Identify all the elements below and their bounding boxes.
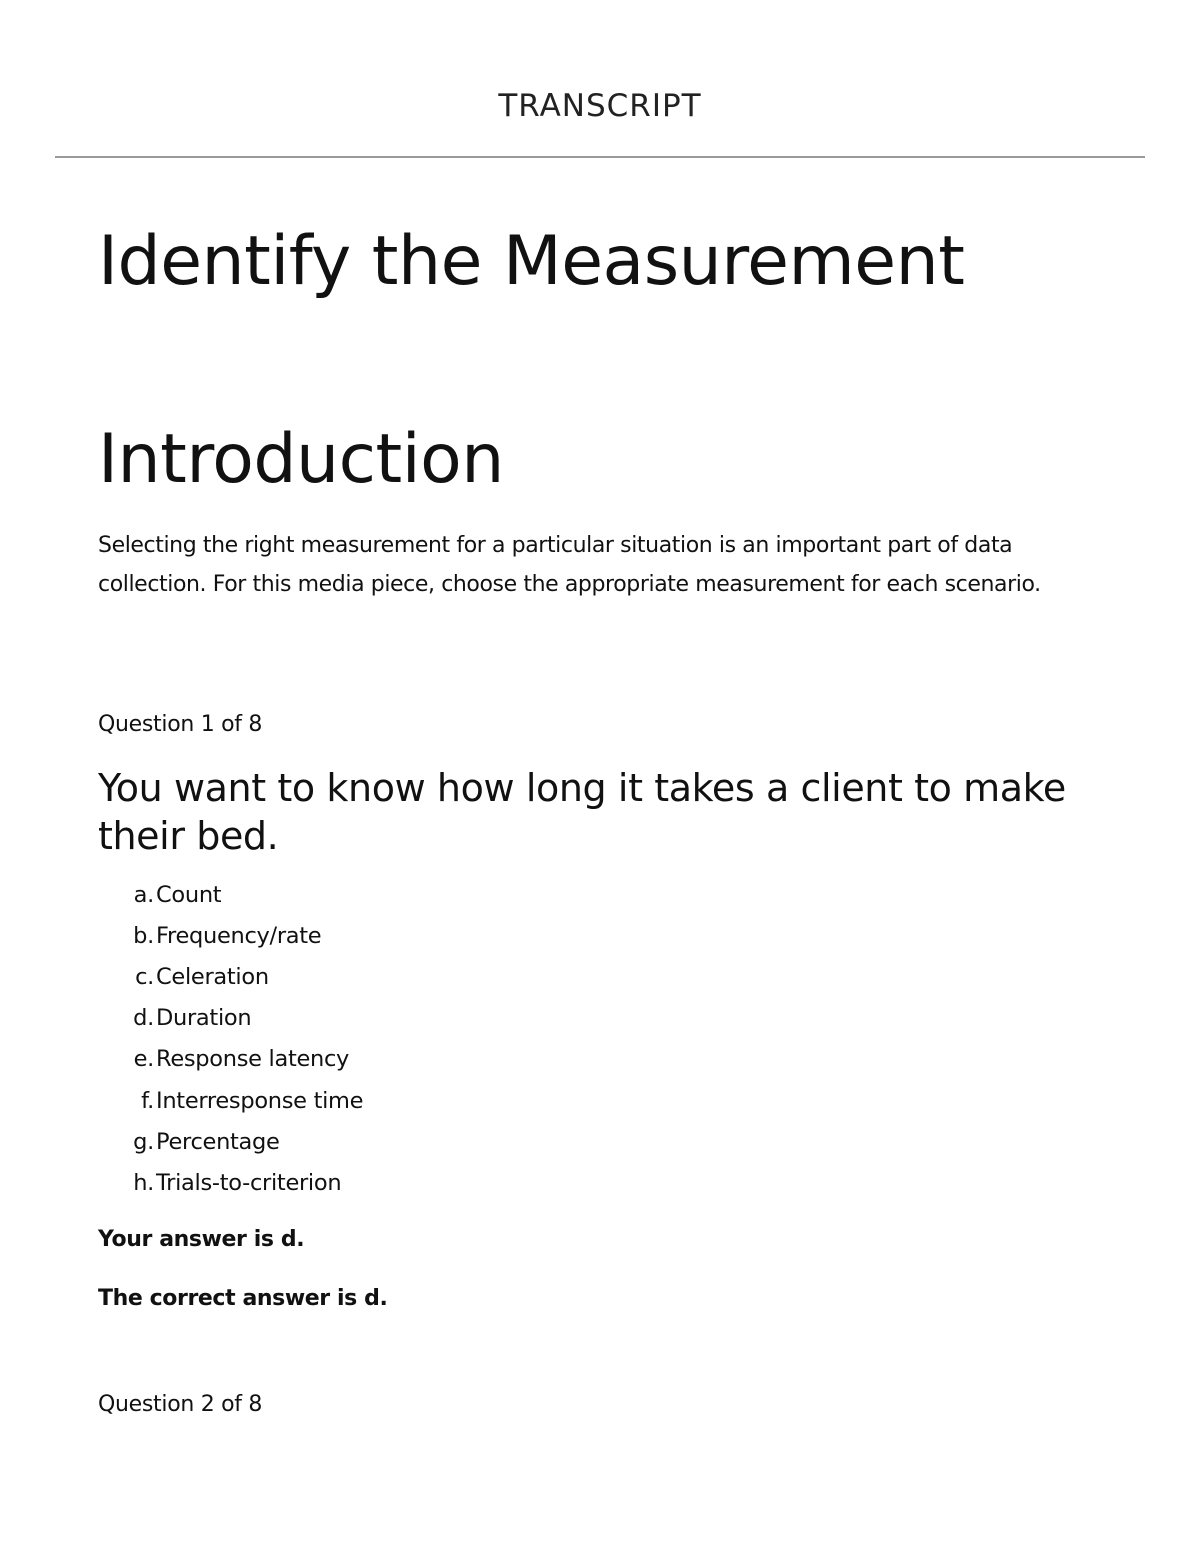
option-d — [98, 998, 363, 1039]
question-2-counter: Question 2 of 8 — [98, 1392, 263, 1417]
question-1-counter: Question 1 of 8 — [98, 712, 263, 737]
option-letter: a. — [133, 881, 154, 908]
option-text: Duration — [156, 1005, 252, 1032]
introduction-text: Selecting the right measurement for a particular situation is an important part of data collection. For this media piece, choose the appropriate measurement for each scenario. — [98, 533, 1041, 597]
page-title: Identify the Measurement — [98, 222, 965, 301]
option-letter: b. — [133, 922, 154, 949]
question-1-prompt: You want to know how long it takes a client to make their bed. — [98, 766, 1066, 858]
option-letter: f. — [141, 1087, 154, 1114]
your-answer: Your answer is d. — [98, 1227, 305, 1252]
option-letter: d. — [133, 1005, 154, 1032]
option-text: Percentage — [156, 1128, 280, 1155]
option-text: Interresponse time — [156, 1087, 364, 1114]
option-text: Count — [156, 881, 222, 908]
option-text: Celeration — [156, 963, 269, 990]
option-text: Trials-to-criterion — [156, 1169, 342, 1196]
option-e — [98, 1039, 363, 1080]
option-b — [98, 915, 363, 956]
option-g — [98, 1121, 363, 1162]
option-letter: e. — [133, 1046, 154, 1073]
option-h — [98, 1162, 363, 1203]
option-letter: g. — [133, 1128, 154, 1155]
correct-answer: The correct answer is d. — [98, 1286, 388, 1311]
introduction-heading: Introduction — [98, 420, 504, 499]
option-text: Response latency — [156, 1046, 350, 1073]
transcript-header: TRANSCRIPT — [498, 88, 702, 124]
option-f — [98, 1080, 363, 1121]
option-letter: h. — [133, 1169, 154, 1196]
question-1-options — [98, 874, 363, 1204]
option-letter: c. — [135, 963, 154, 990]
option-a — [98, 874, 363, 915]
option-text: Frequency/rate — [156, 922, 322, 949]
option-c — [98, 956, 363, 997]
header-divider — [55, 156, 1145, 158]
